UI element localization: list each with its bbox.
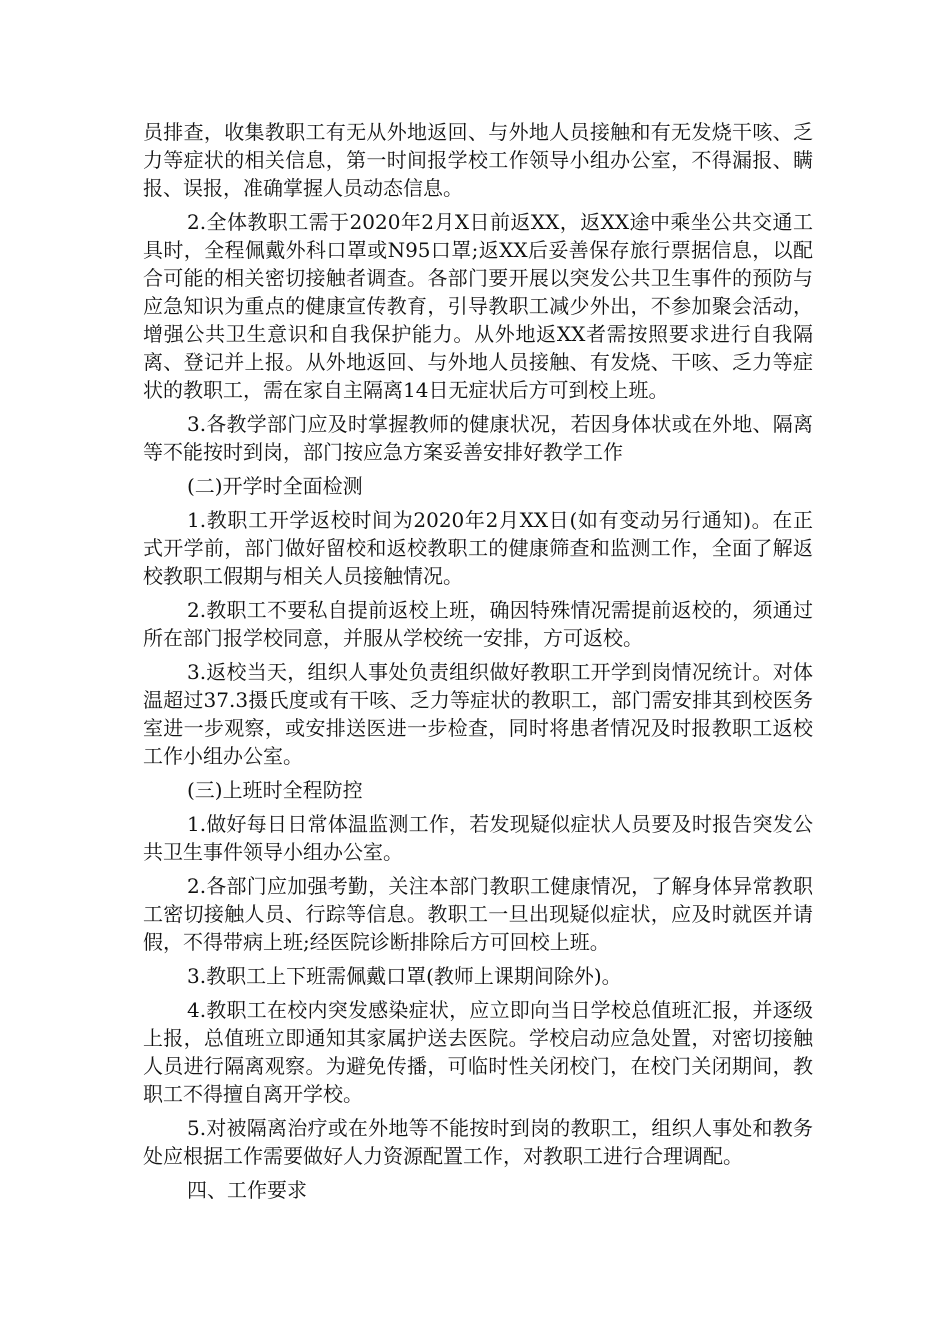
paragraph-item-3: 3.各教学部门应及时掌握教师的健康状况，若因身体状或在外地、隔离等不能按时到岗，部门按应急方案妥善安排好教学工作 (143, 412, 813, 464)
section-heading-3: (三)上班时全程防控 (187, 778, 363, 802)
paragraph-continuation: 员排查，收集教职工有无从外地返回、与外地人员接触和有无发烧干咳、乏力等症状的相关信息，第一时间报学校工作领导小组办公室，不得漏报、瞒报、误报，准确掌握人员动态信息。 (143, 120, 813, 200)
paragraph-item-2: 2.全体教职工需于2020年2月X日前返XX，返XX途中乘坐公共交通工具时，全程佩戴外科口罩或N95口罩;返XX后妥善保存旅行票据信息，以配合可能的相关密切接触者调查。各部门要开展以突发公共卫生事件的预防与应急知识为重点的健康宣传教育，引导教职工减少外出，不参加聚会活动，增强公共卫生意识和自我保护能力。从外地返XX者需按照要求进行自我隔离、登记并上报。从外地返回、与外地人员接触、有发烧、干咳、乏力等症状的教职工，需在家自主隔离14日无症状后方可到校上班。 (143, 210, 813, 402)
paragraph-item-2: 2.教职工不要私自提前返校上班，确因特殊情况需提前返校的，须通过所在部门报学校同意，并服从学校统一安排，方可返校。 (143, 598, 813, 650)
section-heading-4: 四、工作要求 (187, 1178, 307, 1202)
section-heading-2: (二)开学时全面检测 (187, 474, 363, 498)
paragraph-item-5: 5.对被隔离治疗或在外地等不能按时到岗的教职工，组织人事处和教务处应根据工作需要做好人力资源配置工作，对教职工进行合理调配。 (143, 1116, 813, 1168)
paragraph-item-3: 3.返校当天，组织人事处负责组织做好教职工开学到岗情况统计。对体温超过37.3摄氏度或有干咳、乏力等症状的教职工，部门需安排其到校医务室进一步观察，或安排送医进一步检查，同时将患者情况及时报教职工返校工作小组办公室。 (143, 660, 813, 768)
paragraph-item-1: 1.做好每日日常体温监测工作，若发现疑似症状人员要及时报告突发公共卫生事件领导小组办公室。 (143, 812, 813, 864)
paragraph-item-1: 1.教职工开学返校时间为2020年2月XX日(如有变动另行通知)。在正式开学前，部门做好留校和返校教职工的健康筛查和监测工作，全面了解返校教职工假期与相关人员接触情况。 (143, 508, 813, 588)
paragraph-item-3: 3.教职工上下班需佩戴口罩(教师上课期间除外)。 (187, 964, 622, 988)
paragraph-item-2: 2.各部门应加强考勤，关注本部门教职工健康情况，了解身体异常教职工密切接触人员、行踪等信息。教职工一旦出现疑似症状，应及时就医并请假，不得带病上班;经医院诊断排除后方可回校上班。 (143, 874, 813, 954)
paragraph-item-4: 4.教职工在校内突发感染症状，应立即向当日学校总值班汇报，并逐级上报，总值班立即通知其家属护送去医院。学校启动应急处置，对密切接触人员进行隔离观察。为避免传播，可临时性关闭校门，在校门关闭期间，教职工不得擅自离开学校。 (143, 998, 813, 1106)
document-body (143, 118, 813, 1210)
